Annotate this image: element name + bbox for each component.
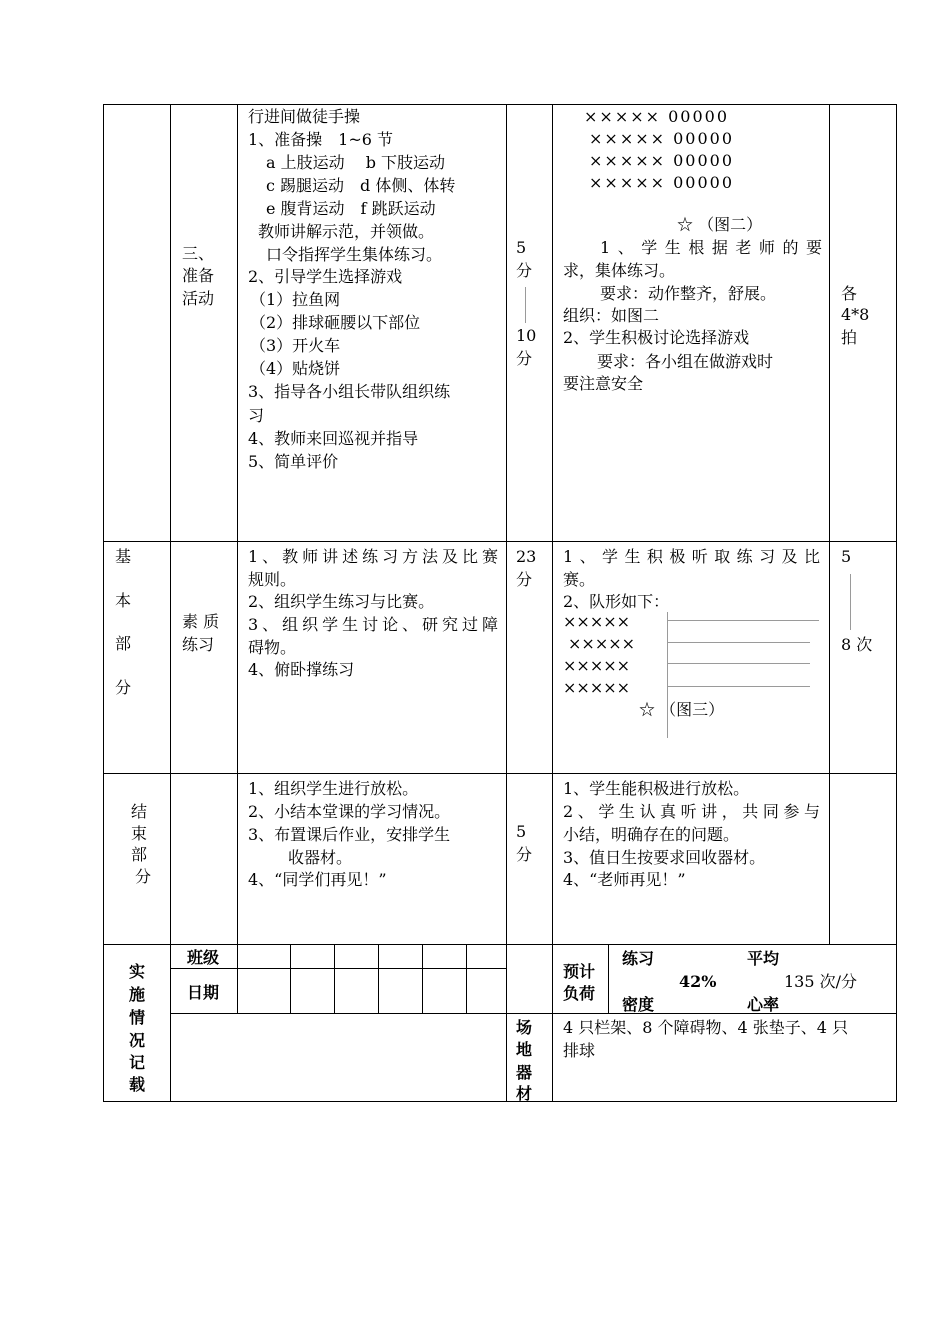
warmup-content-line: 2、引导学生选择游戏 <box>248 267 403 286</box>
warmup-content-line: （1）拉鱼网 <box>250 290 341 309</box>
practice-density-value: 42% <box>679 972 717 991</box>
equipment-label-char: 场 <box>516 1018 533 1037</box>
basic-time: 分 <box>516 570 533 589</box>
ending-content-line: 3、布置课后作业，安排学生 <box>248 825 451 844</box>
warmup-time: 分 <box>516 261 533 280</box>
record-section-char: 情 <box>129 1008 146 1027</box>
basic-time: 23 <box>516 547 537 566</box>
record-section-char: 实 <box>129 962 146 981</box>
warmup-student-line: 求，集体练习。 <box>563 261 676 280</box>
basic-section-char: 本 <box>115 591 132 610</box>
ending-section-char: 结 <box>131 802 148 821</box>
warmup-load: 各 <box>841 284 858 303</box>
ending-student-line: 小结，明确存在的问题。 <box>563 825 740 844</box>
warmup-formation-line: ××××× 00000 <box>589 129 735 148</box>
warmup-load: 4*8 <box>841 305 870 324</box>
warmup-content-line: 行进间做徒手操 <box>248 107 361 126</box>
warmup-time: 5 <box>516 238 527 257</box>
equipment-label-char: 地 <box>516 1040 533 1059</box>
basic-section-char: 分 <box>115 678 132 697</box>
warmup-student-line: 组织：如图二 <box>563 306 660 325</box>
warmup-category-line: 准备 <box>182 266 215 285</box>
basic-category-line: 练习 <box>182 635 215 654</box>
heart-rate-label: 心率 <box>747 995 780 1014</box>
warmup-content-line: c 踢腿运动 d 体侧、体转 <box>266 176 456 195</box>
ending-content-line: 收器材。 <box>288 848 353 867</box>
basic-student-line: 赛。 <box>563 570 596 589</box>
warmup-time: 10 <box>516 326 537 345</box>
average-label: 平均 <box>747 949 780 968</box>
ending-content-line: 4、“同学们再见！” <box>248 870 387 889</box>
warmup-content-line: e 腹背运动 f 跳跃运动 <box>266 199 436 218</box>
ending-time: 5 <box>516 822 527 841</box>
warmup-formation-line: ××××× 00000 <box>589 151 735 170</box>
basic-formation-line: ××××× <box>563 678 631 697</box>
warmup-content-line: （4）贴烧饼 <box>250 359 341 378</box>
ending-student-line: 1、学生能积极进行放松。 <box>563 779 750 798</box>
warmup-content-line: 3、指导各小组长带队组织练 <box>248 382 451 401</box>
basic-content-line: 碍物。 <box>248 638 297 657</box>
ending-time: 分 <box>516 845 533 864</box>
basic-student-line: 1、学生积极听取练习及比 <box>563 547 820 566</box>
warmup-time-range-line <box>525 287 526 323</box>
record-section-char: 载 <box>129 1075 146 1094</box>
basic-content-line: 3、组织学生讨论、研究过障 <box>248 615 498 634</box>
basic-content-line: 2、组织学生练习与比赛。 <box>248 592 435 611</box>
ending-content-line: 2、小结本堂课的学习情况。 <box>248 802 451 821</box>
warmup-content-line: 习 <box>248 406 265 425</box>
record-section-char: 记 <box>129 1053 146 1072</box>
warmup-category-line: 三、 <box>182 244 215 263</box>
basic-load-range-line <box>850 574 851 630</box>
warmup-content-line: （2）排球砸腰以下部位 <box>250 313 421 332</box>
equipment-list-line: 4 只栏架、8 个障碍物、4 张垫子、4 只 <box>563 1018 849 1037</box>
class-label: 班级 <box>187 948 220 967</box>
equipment-label-char: 材 <box>516 1084 533 1103</box>
record-section-char: 况 <box>129 1031 146 1050</box>
warmup-student-line: 要注意安全 <box>563 374 644 393</box>
warmup-time: 分 <box>516 349 533 368</box>
load-label: 预计 <box>563 962 596 981</box>
basic-category-line: 素 质 <box>182 612 220 631</box>
warmup-category-line: 活动 <box>182 289 215 308</box>
warmup-student-line: 要求：各小组在做游戏时 <box>597 352 774 371</box>
ending-student-line: 3、值日生按要求回收器材。 <box>563 848 766 867</box>
basic-load: 5 <box>841 547 852 566</box>
warmup-formation-line: ××××× 00000 <box>584 107 730 126</box>
basic-content-line: 规则。 <box>248 570 297 589</box>
warmup-content-line: 4、教师来回巡视并指导 <box>248 429 419 448</box>
warmup-student-line: 要求：动作整齐，舒展。 <box>600 284 777 303</box>
ending-content-line: 1、组织学生进行放松。 <box>248 779 419 798</box>
basic-formation-line: ××××× <box>563 612 631 631</box>
warmup-figure-label: ☆ （图二） <box>677 215 763 234</box>
ending-section-char: 束 <box>131 824 148 843</box>
practice-label: 练习 <box>622 949 655 968</box>
equipment-label-char: 器 <box>516 1063 533 1082</box>
basic-section-char: 基 <box>115 547 132 566</box>
warmup-content-line: 5、简单评价 <box>248 452 339 471</box>
warmup-content-line: a 上肢运动 b 下肢运动 <box>266 153 446 172</box>
basic-student-line: 2、队形如下： <box>563 592 670 611</box>
basic-content-line: 1、教师讲述练习方法及比赛 <box>248 547 498 566</box>
ending-student-line: 4、“老师再见！” <box>563 870 686 889</box>
record-section-char: 施 <box>129 985 146 1004</box>
warmup-content-line: 教师讲解示范，并领做。 <box>258 222 435 241</box>
warmup-load: 拍 <box>841 328 858 347</box>
density-label: 密度 <box>622 995 655 1014</box>
basic-content-line: 4、俯卧撑练习 <box>248 660 355 679</box>
warmup-student-line: 2、学生积极讨论选择游戏 <box>563 328 750 347</box>
heart-rate-value: 135 次/分 <box>784 972 858 991</box>
warmup-content-line: 1、准备操 1~6 节 <box>248 130 394 149</box>
basic-section-char: 部 <box>115 634 132 653</box>
warmup-formation-line: ××××× 00000 <box>589 173 735 192</box>
date-label: 日期 <box>187 983 220 1002</box>
ending-section-char: 分 <box>135 867 152 886</box>
warmup-content-line: （3）开火车 <box>250 336 341 355</box>
basic-formation-line: ××××× <box>563 656 631 675</box>
ending-section-char: 部 <box>131 845 148 864</box>
basic-load: 8 次 <box>841 635 873 654</box>
warmup-student-line: 1、学生根据老师的要 <box>600 238 822 257</box>
basic-figure-label: ☆ （图三） <box>639 700 725 719</box>
load-label: 负荷 <box>563 984 596 1003</box>
ending-student-line: 2、学生认真听讲，共同参与 <box>563 802 820 821</box>
equipment-list-line: 排球 <box>563 1041 596 1060</box>
warmup-content-line: 口令指挥学生集体练习。 <box>266 245 443 264</box>
basic-formation-line: ××××× <box>568 634 636 653</box>
